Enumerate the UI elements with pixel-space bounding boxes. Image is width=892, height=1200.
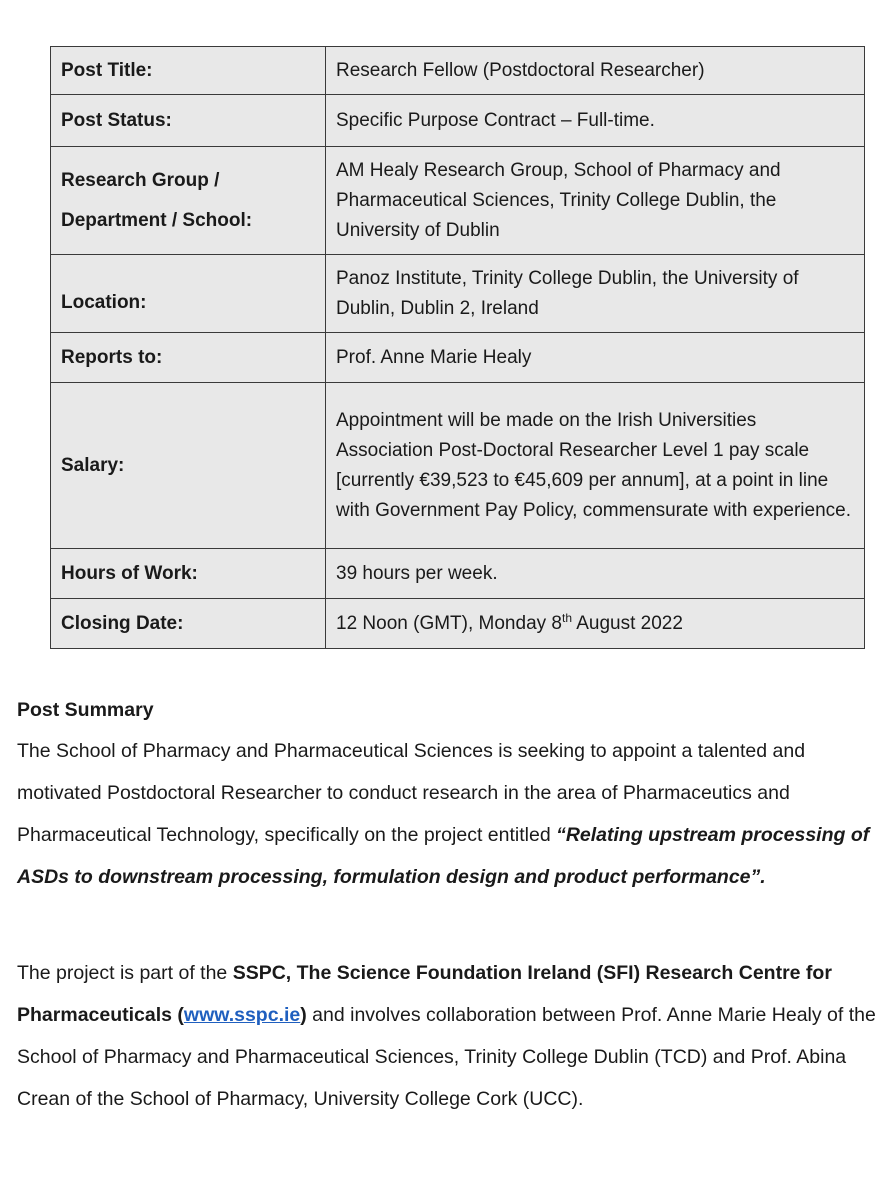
table-row: [51, 47, 865, 95]
closing-date-value: [326, 599, 865, 649]
salary-label: Salary:: [51, 383, 326, 549]
project-title: “Relating upstream processing of ASDs to downstream processing, formulation design and product performance”.: [17, 824, 870, 888]
department-label: [51, 147, 326, 255]
closing-date-rest: August 2022: [572, 612, 683, 634]
project-part-text: The project is part of the: [17, 962, 233, 984]
collaboration-text: and involves collaboration between Prof. Anne Marie Healy of the School of Pharmacy and Pharmaceutical Sciences, Trinity College Dublin (TCD) and Prof. Abina Crean of the School of Pharmacy, University College Cork (UCC).: [17, 1004, 876, 1110]
location-value: Panoz Institute, Trinity College Dublin, the University of Dublin, Dublin 2, Ireland: [326, 255, 865, 333]
summary-intro-text: The School of Pharmacy and Pharmaceutical Sciences is seeking to appoint a talented and motivated Postdoctoral Researcher to conduct research in the area of Pharmaceutics and Pharmaceutical Technology, specifically on the project entitled: [17, 740, 806, 846]
closing-date-main: 12 Noon (GMT), Monday 8: [336, 612, 562, 634]
sspc-name: SSPC, The Science Foundation Ireland (SFI) Research Centre for Pharmaceuticals (: [17, 962, 832, 1026]
department-value: AM Healy Research Group, School of Pharmacy and Pharmaceutical Sciences, Trinity College Dublin, the University of Dublin: [326, 147, 865, 255]
table-row: [51, 147, 865, 255]
summary-section: [17, 730, 879, 898]
project-section: [17, 952, 879, 1120]
post-title-label: Post Title:: [51, 47, 326, 95]
closing-date-suffix: th: [561, 610, 572, 625]
post-status-value: Specific Purpose Contract – Full-time.: [326, 95, 865, 147]
table-row: [51, 383, 865, 549]
sspc-close-paren: ): [300, 1004, 307, 1026]
summary-paragraph-2: [17, 952, 879, 1120]
hours-value: 39 hours per week.: [326, 549, 865, 599]
post-title-value: Research Fellow (Postdoctoral Researcher): [326, 47, 865, 95]
hours-label: Hours of Work:: [51, 549, 326, 599]
sspc-link[interactable]: www.sspc.ie: [183, 1004, 301, 1026]
summary-paragraph-1: [17, 730, 879, 898]
table-row: [51, 549, 865, 599]
salary-value: Appointment will be made on the Irish Universities Association Post-Doctoral Researcher Level 1 pay scale [currently €39,523 to €45,609 per annum], at a point in line with Government Pay Policy, commensurate with experience.: [326, 383, 865, 549]
reports-to-value: Prof. Anne Marie Healy: [326, 333, 865, 383]
job-details-table: [50, 46, 865, 649]
department-label-line1: Research Group /: [61, 169, 220, 191]
reports-to-label: Reports to:: [51, 333, 326, 383]
table-row: [51, 333, 865, 383]
closing-date-label: Closing Date:: [51, 599, 326, 649]
table-row: [51, 599, 865, 649]
post-summary-heading: Post Summary: [17, 699, 154, 721]
post-status-label: Post Status:: [51, 95, 326, 147]
location-label: Location:: [51, 255, 326, 333]
table-row: [51, 95, 865, 147]
table-row: [51, 255, 865, 333]
department-label-line2: Department / School:: [61, 209, 253, 231]
